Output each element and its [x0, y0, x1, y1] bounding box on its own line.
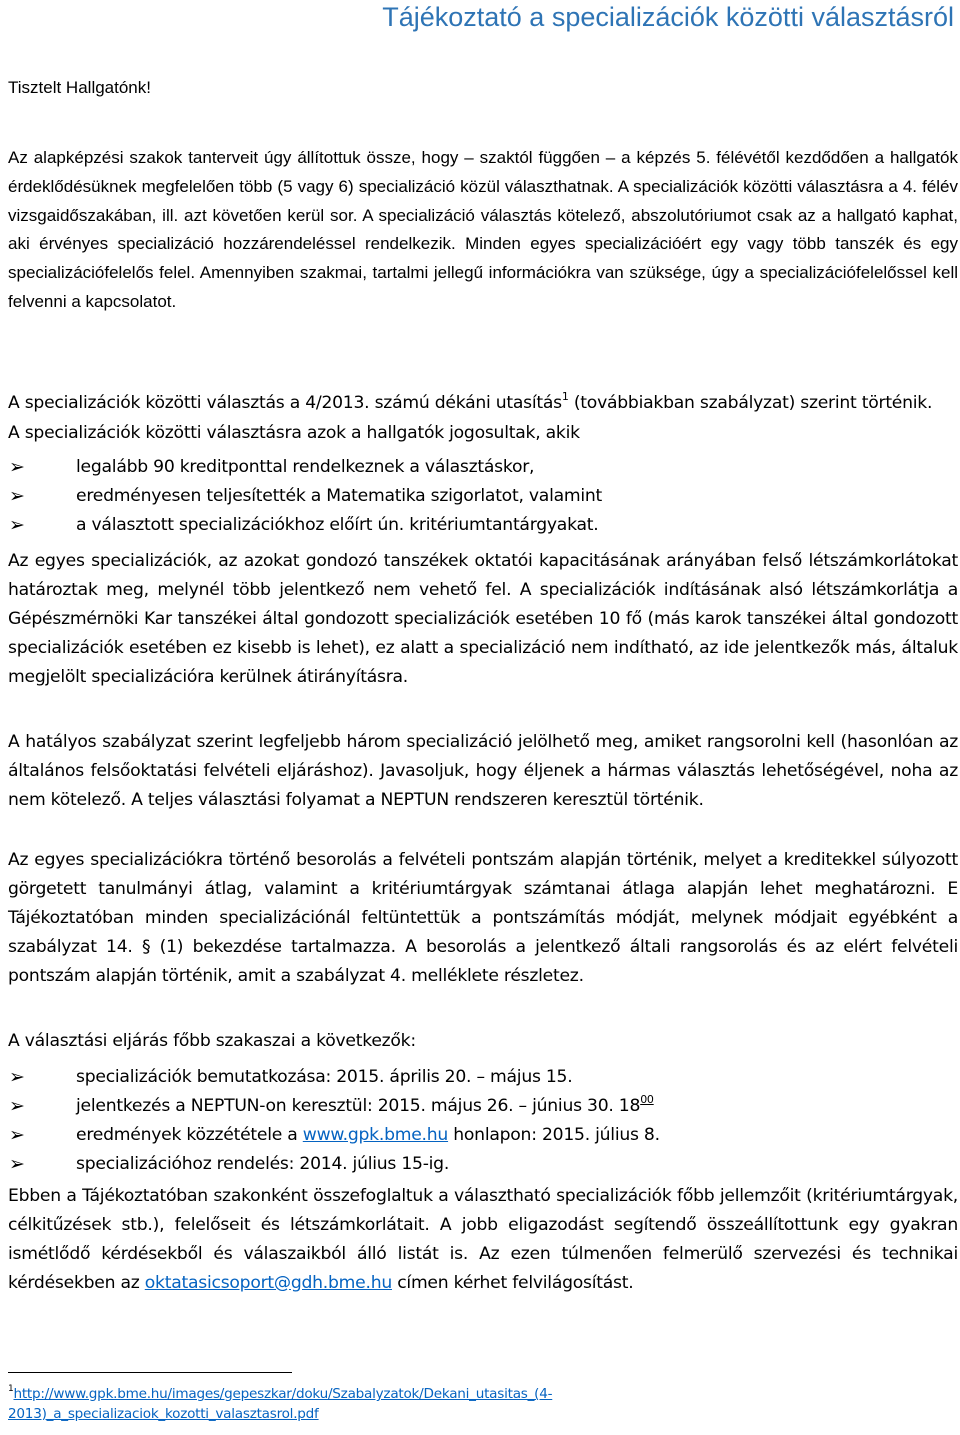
arrowhead-bullet-icon: ➢ — [9, 514, 25, 536]
summary-paragraph — [8, 1182, 958, 1298]
phases-intro: A választási eljárás főbb szakaszai a következők: — [8, 1031, 416, 1051]
list-item-text-end: honlapon: 2015. július 8. — [448, 1125, 660, 1145]
arrowhead-bullet-icon: ➢ — [9, 485, 25, 507]
list-item — [8, 1092, 660, 1121]
greeting: Tisztelt Hallgatónk! — [8, 78, 151, 97]
arrowhead-bullet-icon: ➢ — [9, 1066, 25, 1088]
capacity-paragraph: Az egyes specializációk, az azokat gondozó tanszékek oktatói kapacitásának arányában felső létszámkorlátokat határoztak meg, melynél több jelentkező nem vehető fel. A specializációk indításának alsó létszámkorlátja a Gépészmérnöki Kar tanszékei által gondozott specializációk esetében 10 fő (más karok tanszékei által gondozott specializációk esetében ez kisebb is lehet), ez alatt a specializáció nem indítható, az ide jelentkezők más, általuk megjelölt specializációra kerülnek átirányításra. — [8, 551, 958, 687]
footnote-number: 1 — [8, 1384, 14, 1395]
list-item-text: specializációk bemutatkozása: 2015. április 20. – május 15. — [76, 1067, 573, 1087]
eligibility-list — [8, 453, 602, 540]
arrowhead-bullet-icon: ➢ — [9, 1095, 25, 1117]
footnote-divider — [8, 1372, 292, 1373]
list-item — [8, 511, 602, 540]
time-superscript: 00 — [640, 1093, 654, 1107]
list-item-text: eredményesen teljesítették a Matematika szigorlatot, valamint — [76, 486, 603, 506]
list-item — [8, 453, 602, 482]
summary-text: Ebben a Tájékoztatóban szakonként összefoglaltuk a választható specializációk főbb jellemzőit (kritériumtárgyak, célkitűzések stb.), felelőseit és létszámkorlátait. A jobb eligazodást segítendő összeállítottunk egy gyakran ismétlődő kérdésekből és válaszaikból álló listát is. Az ezen túlmenően felmerülő szervezési és technikai kérdésekben az — [8, 1186, 958, 1293]
footnote-link[interactable]: http://www.gpk.bme.hu/images/gepeszkar/doku/Szabalyzatok/Dekani_utasitas_(4-2013)_a_specializaciok_kozotti_valasztasrol.pdf — [8, 1386, 553, 1422]
list-item — [8, 1150, 660, 1179]
arrowhead-bullet-icon: ➢ — [9, 1153, 25, 1175]
footnote-reference[interactable]: 1 — [561, 390, 569, 404]
list-item-text: legalább 90 kreditponttal rendelkeznek a választáskor, — [76, 457, 535, 477]
arrowhead-bullet-icon: ➢ — [9, 456, 25, 478]
eligibility-intro: A specializációk közötti választásra azok a hallgatók jogosultak, akik — [8, 423, 580, 443]
ranking-paragraph: A hatályos szabályzat szerint legfeljebb három specializáció jelölhető meg, amiket rangsorolni kell (hasonlóan az általános felsőoktatási felvételi eljáráshoz). Javasoljuk, hogy éljenek a hármas választás lehetőségével, noha az nem kötelező. A teljes választási folyamat a NEPTUN rendszeren keresztül történik. — [8, 732, 958, 810]
list-item-text: a választott specializációkhoz előírt ún. kritériumtantárgyakat. — [76, 515, 599, 535]
list-item-text: specializációhoz rendelés: 2014. július 15-ig. — [76, 1154, 450, 1174]
list-item-text: jelentkezés a NEPTUN-on keresztül: 2015. május 26. – június 30. 18 — [76, 1096, 641, 1116]
arrowhead-bullet-icon: ➢ — [9, 1124, 25, 1146]
rules-text-end: (továbbiakban szabályzat) szerint történik. — [568, 393, 933, 413]
list-item — [8, 1063, 660, 1092]
list-item-text: eredmények közzététele a — [76, 1125, 303, 1145]
phases-list — [8, 1063, 660, 1179]
summary-text-end: címen kérhet felvilágosítást. — [392, 1272, 634, 1293]
email-link[interactable]: oktatasicsoport@gdh.bme.hu — [144, 1272, 392, 1293]
footnote — [8, 1384, 708, 1424]
website-link[interactable]: www.gpk.bme.hu — [302, 1125, 449, 1145]
list-item — [8, 482, 602, 511]
scoring-paragraph: Az egyes specializációkra történő besorolás a felvételi pontszám alapján történik, melyet a kreditekkel súlyozott görgetett tanulmányi átlag, valamint a kritériumtárgyak számtanai átlaga alapján lehet meghatározni. E Tájékoztatóban minden specializációnál feltüntettük a pontszámítás módját, melynek módjait egyébként a szabályzat 14. § (1) bekezdése tartalmazza. A besorolás a jelentkező általi rangsorolás és az elért felvételi pontszám alapján történik, amit a szabályzat 4. melléklete részletez. — [8, 850, 958, 986]
list-item — [8, 1121, 660, 1150]
page-title: Tájékoztató a specializációk közötti választásról — [382, 2, 954, 32]
rules-paragraph — [8, 389, 958, 418]
rules-text: A specializációk közötti választás a 4/2013. számú dékáni utasítás — [8, 393, 562, 413]
intro-paragraph: Az alapképzési szakok tanterveit úgy állítottuk össze, hogy – szaktól függően – a képzés 5. félévétől kezdődően a hallgatók érdeklődésüknek megfelelően több (5 vagy 6) specializáció közül választhatnak. A specializációk közötti választásra a 4. félév vizsgaidőszakában, ill. azt követően kerül sor. A specializáció választás kötelező, abszolutóriumot csak az a hallgató kaphat, aki érvényes specializáció hozzárendeléssel rendelkezik. Minden egyes specializációért egy vagy több tanszék és egy specializációfelelős felel. Amennyiben szakmai, tartalmi jellegű információkra van szüksége, úgy a specializációfelelőssel kell felvenni a kapcsolatot. — [8, 148, 958, 311]
